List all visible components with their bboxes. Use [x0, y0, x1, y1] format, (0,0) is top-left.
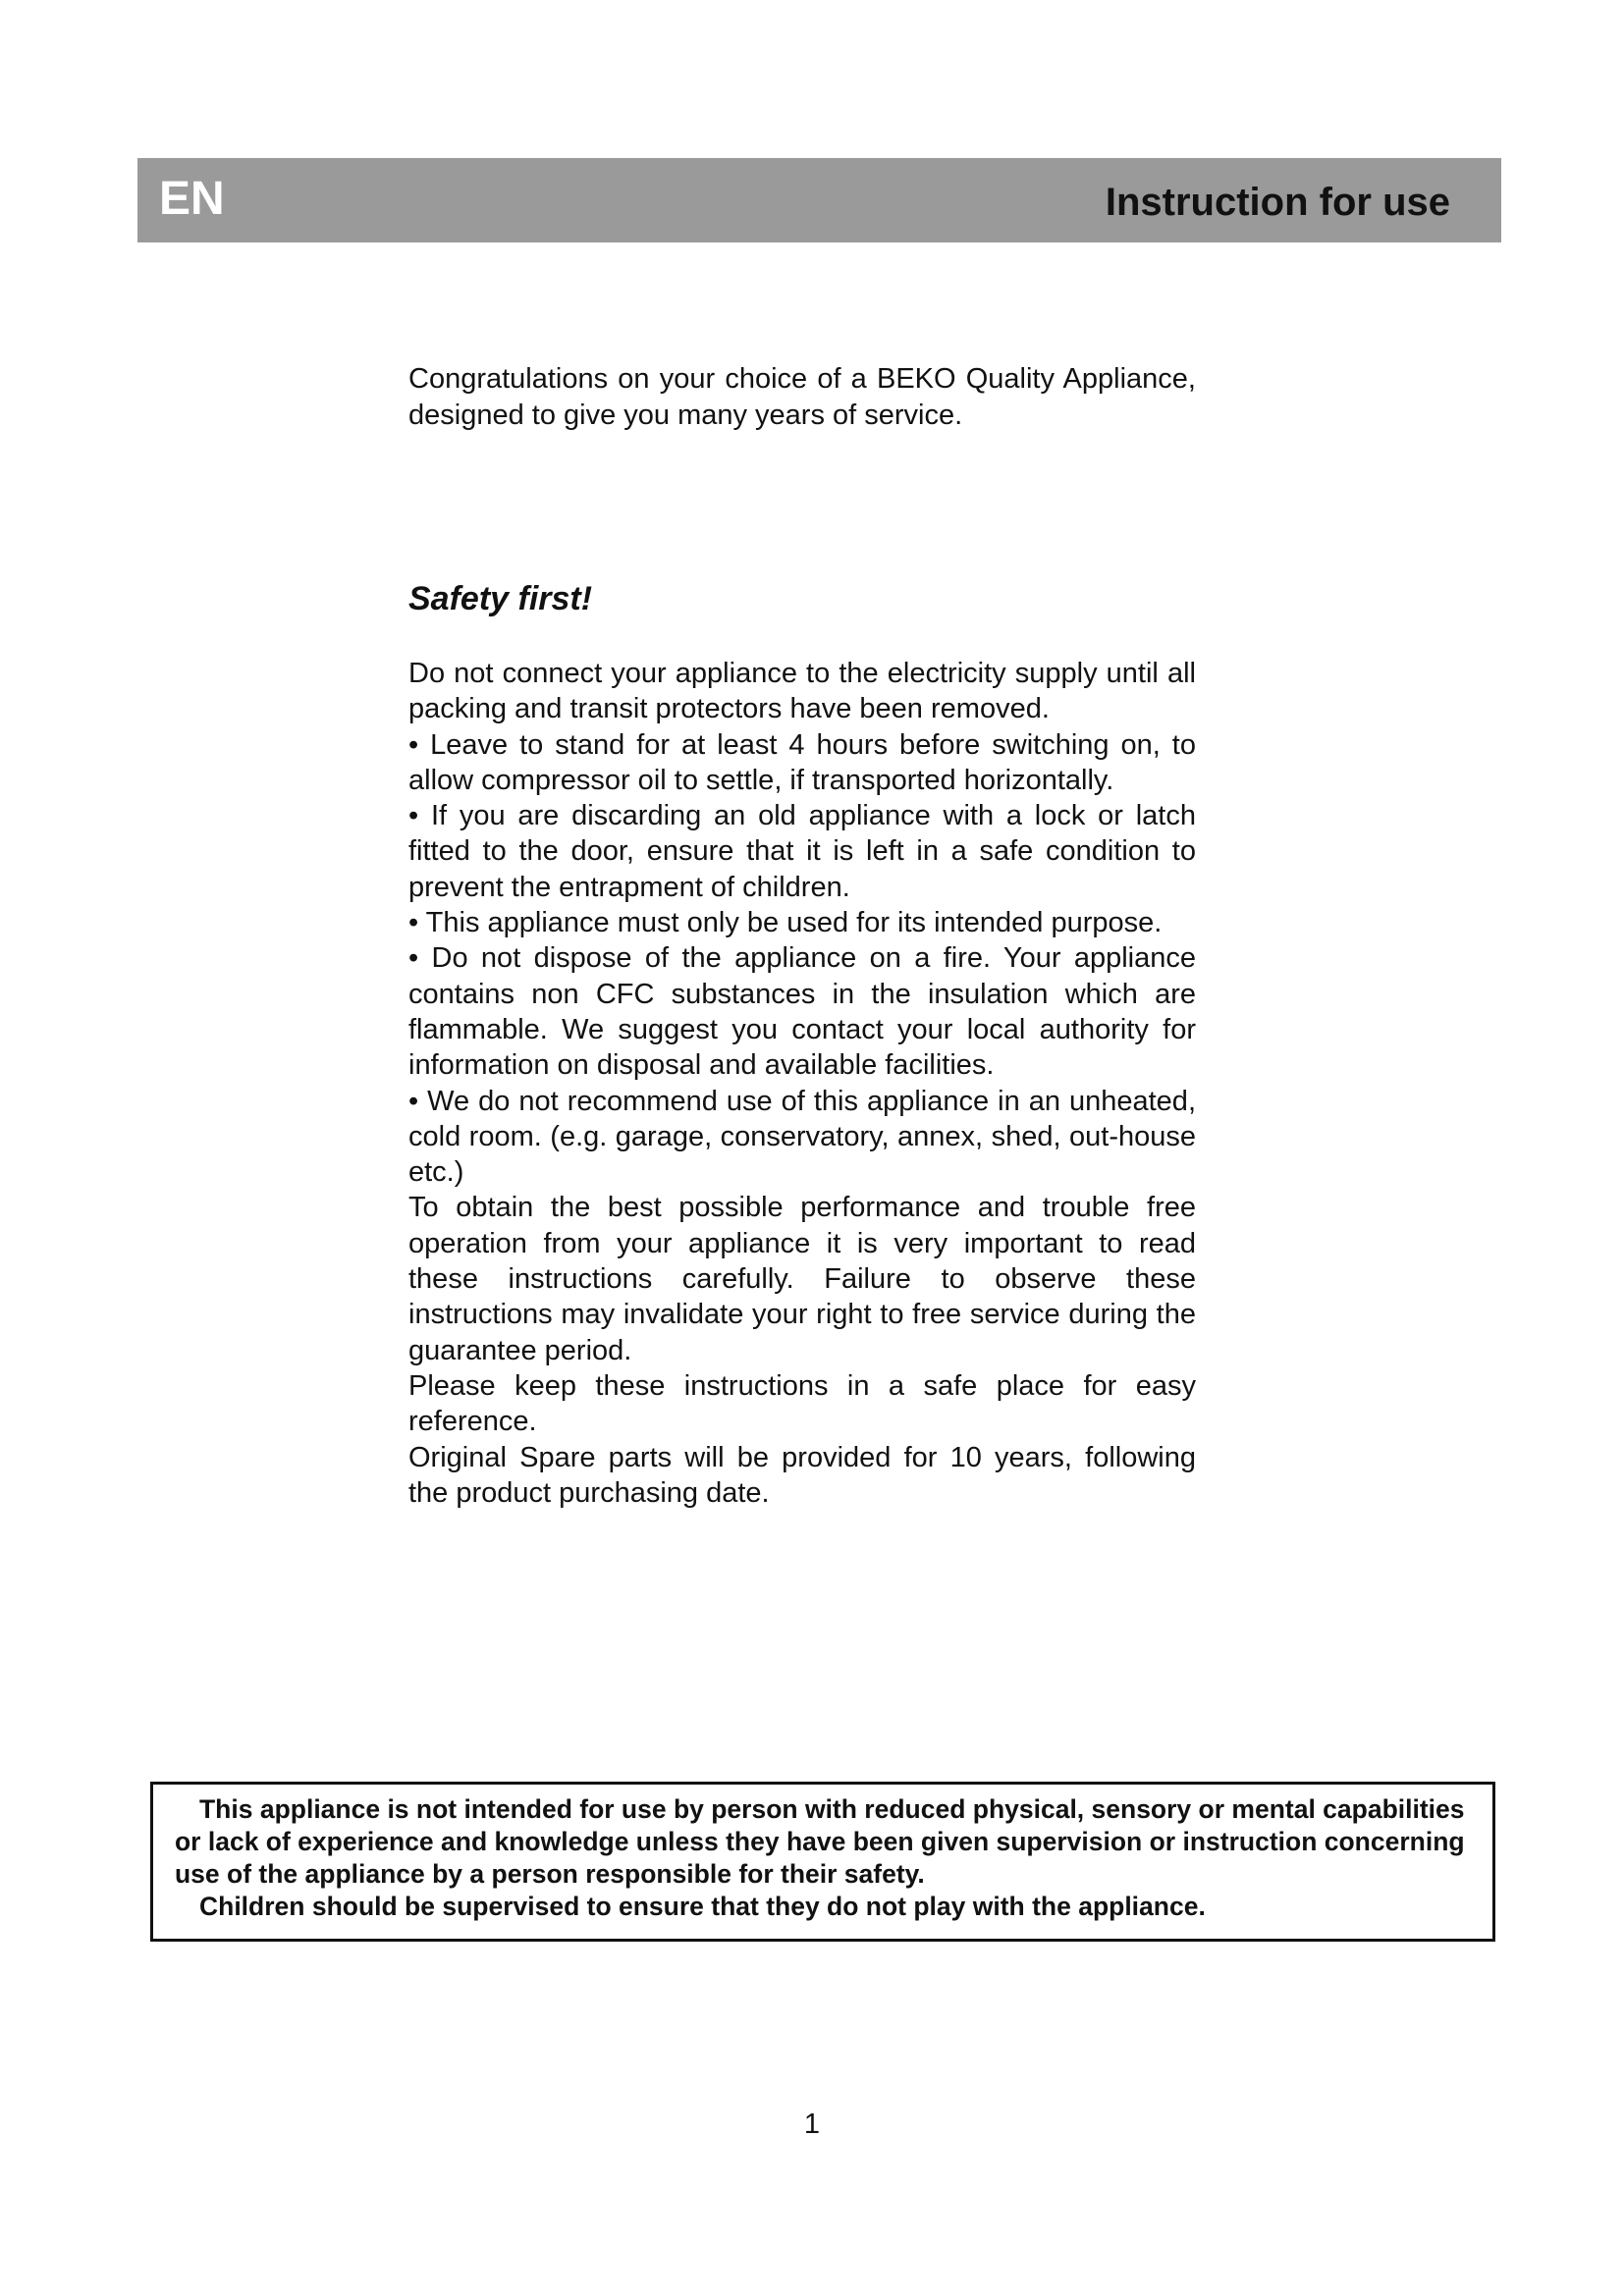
safety-paragraph-connect: Do not connect your appliance to the electricity supply until all packing and transit protectors have been removed. [408, 658, 1196, 725]
warning-box [150, 1782, 1495, 1942]
safety-paragraph-performance: To obtain the best possible performance and trouble free operation from your appliance it is very important to read these instructions carefully. Failure to observe these instructions may invalidate your right to free service during the guarantee period. [408, 1192, 1196, 1366]
document-title: Instruction for use [1105, 181, 1450, 224]
header-bar [137, 158, 1501, 242]
warning-text-supervision: This appliance is not intended for use by person with reduced physical, sensory or mental capabilities or lack of experience and knowledge unless they have been given supervision or instruction concerning use of the appliance by a person responsible for their safety. [175, 1794, 1465, 1889]
safety-section [408, 656, 1196, 1511]
safety-paragraph-spare-parts: Original Spare parts will be provided for 10 years, following the product purchasing date. [408, 1441, 1196, 1509]
safety-bullet-discard: • If you are discarding an old appliance with a lock or latch fitted to the door, ensure that it is left in a safe condition to prevent the entrapment of children. [408, 800, 1196, 903]
language-code: EN [159, 173, 225, 225]
safety-heading: Safety first! [408, 580, 593, 617]
intro-paragraph: Congratulations on your choice of a BEKO Quality Appliance, designed to give you many years of service. [408, 363, 1196, 431]
safety-bullet-fire: • Do not dispose of the appliance on a fire. Your appliance contains non CFC substances in the insulation which are flammable. We suggest you contact your local authority for information on disposal and available facilities. [408, 942, 1196, 1082]
safety-bullet-stand: • Leave to stand for at least 4 hours before switching on, to allow compressor oil to settle, if transported horizontally. [408, 728, 1196, 796]
safety-paragraph-keep: Please keep these instructions in a safe place for easy reference. [408, 1369, 1196, 1438]
safety-bullet-purpose: • This appliance must only be used for its intended purpose. [408, 907, 1163, 939]
warning-text-children: Children should be supervised to ensure that they do not play with the appliance. [199, 1892, 1206, 1921]
safety-bullet-cold-room: • We do not recommend use of this appliance in an unheated, cold room. (e.g. garage, conservatory, annex, shed, out-house etc.) [408, 1085, 1196, 1189]
page-number: 1 [803, 2109, 821, 2140]
